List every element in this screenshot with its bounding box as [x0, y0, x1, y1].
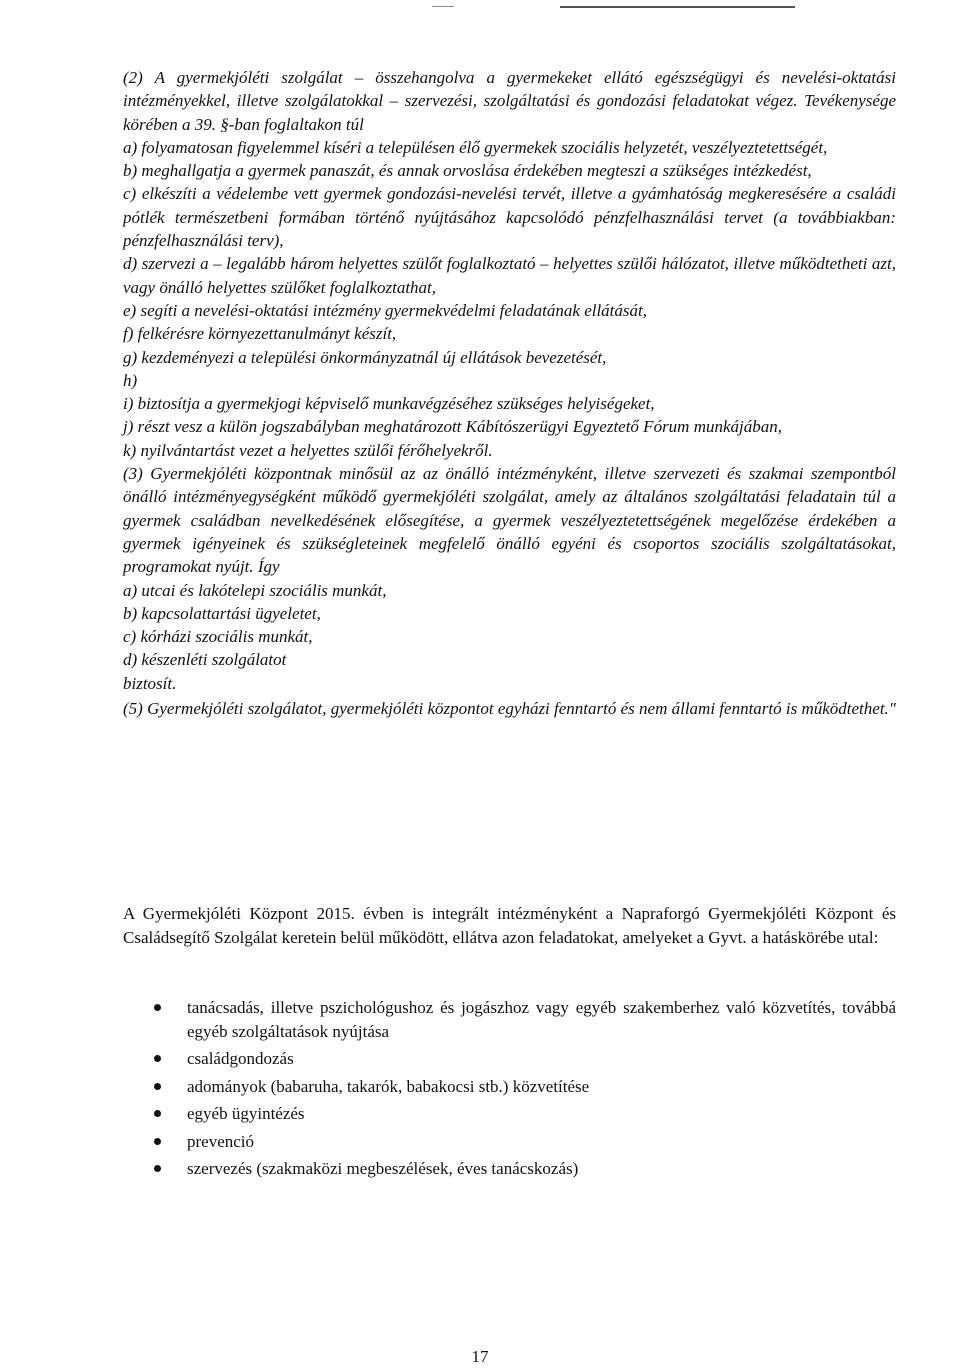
list-item: [123, 1157, 896, 1181]
task-list: [123, 996, 896, 1185]
bullet-icon: [154, 1138, 161, 1145]
scan-mark-line: [560, 6, 795, 8]
quote-paragraph-3: (3) Gyermekjóléti központnak minősül az az önálló intézményként, illetve szervezeti és szakmai szempontból önálló intézményegységként működő gyermekjóléti szolgálat, amely az általános szolgáltatási feladatain túl a gyermek családban nevelkedésének elősegítése, a gyermek veszélyeztetettségének megelőzése érdekében a gyermek igényeinek és szükségleteinek megfelelő önálló egyéni és csoportos szociális szolgáltatásokat, programokat nyújt. Így: [123, 464, 896, 577]
body-paragraph: A Gyermekjóléti Központ 2015. évben is integrált intézményként a Napraforgó Gyermekjóléti Központ és Családsegítő Szolgálat keretein belül működött, ellátva azon feladatokat, amelyeket a Gyvt. a hatáskörébe utal:: [123, 904, 896, 947]
bullet-icon: [154, 1055, 161, 1062]
list-item: [123, 1130, 896, 1154]
quote-paragraph: (2) A gyermekjóléti szolgálat – összehangolva a gyermekeket ellátó egészségügyi és nevelési-oktatási intézményekkel, illetve szolgálatokkal – szervezési, szolgáltatási és gondozási feladatokat végez. Tevékenysége körében a 39. §-ban foglaltakon túl: [123, 68, 896, 134]
quote-item-d: d) szervezi a – legalább három helyettes szülőt foglalkoztató – helyettes szülői hálózatot, illetve működtetheti azt, vagy önálló helyettes szülőket foglalkoztathat,: [123, 254, 896, 297]
scan-mark-dash: [432, 6, 454, 7]
list-item-text: prevenció: [187, 1131, 255, 1151]
quote-item-k: k) nyilvántartást vezet a helyettes szülői férőhelyekről.: [123, 440, 493, 460]
quote-item-b: b) meghallgatja a gyermek panaszát, és annak orvoslása érdekében megteszi a szükséges intézkedést,: [123, 161, 812, 181]
list-item-text: tanácsadás, illetve pszichológushoz és jogászhoz vagy egyéb szakemberhez való közvetítés, továbbá egyéb szolgáltatások nyújtása: [187, 998, 896, 1041]
quote-item-a: a) folyamatosan figyelemmel kíséri a településen élő gyermekek szociális helyzetét, veszélyeztetettségét,: [123, 137, 828, 157]
bullet-icon: [154, 1083, 161, 1090]
list-item: [123, 1102, 896, 1126]
list-item: [123, 1047, 896, 1071]
bullet-icon: [154, 1110, 161, 1117]
quote-item-h: h): [123, 370, 138, 390]
list-item-text: családgondozás: [187, 1049, 294, 1068]
list-item-text: egyéb ügyintézés: [187, 1104, 305, 1123]
quote-item-g: g) kezdeményezi a települési önkormányzatnál új ellátások bevezetését,: [123, 347, 607, 367]
list-item: [123, 1075, 896, 1099]
bullet-icon: [154, 1165, 161, 1172]
quote-item-3c: c) kórházi szociális munkát,: [123, 627, 313, 647]
quote-closing-line: biztosít.: [123, 673, 177, 693]
list-item-text: adományok (babaruha, takarók, babakocsi stb.) közvetítése: [187, 1076, 590, 1096]
quote-item-f: f) felkérésre környezettanulmányt készít,: [123, 324, 397, 344]
quote-item-j: j) részt vesz a külön jogszabályban meghatározott Kábítószerügyi Egyeztető Fórum munkájában,: [123, 417, 783, 437]
quote-item-e: e) segíti a nevelési-oktatási intézmény gyermekvédelmi feladatának ellátását,: [123, 300, 647, 320]
quote-item-3a: a) utcai és lakótelepi szociális munkát,: [123, 580, 387, 600]
quote-paragraph-5: (5) Gyermekjóléti szolgálatot, gyermekjóléti központot egyházi fenntartó és nem állami fenntartó is működtethet.": [123, 699, 896, 719]
quote-item-3b: b) kapcsolattartási ügyeletet,: [123, 603, 321, 623]
quote-item-i: i) biztosítja a gyermekjogi képviselő munkavégzéséhez szükséges helyiségeket,: [123, 394, 655, 414]
quote-item-c: c) elkészíti a védelembe vett gyermek gondozási-nevelési tervét, illetve a gyámhatóság megkeresésére a családi pótlék természetbeni formában történő nyújtásához kapcsolódó pénzfelhasználási tervet (a továbbiakban: pénzfelhasználási terv),: [123, 184, 896, 251]
quote-item-3d: d) készenléti szolgálatot: [123, 650, 287, 670]
list-item-text: szervezés (szakmaközi megbeszélések, éves tanácskozás): [187, 1159, 579, 1178]
bullet-icon: [154, 1004, 161, 1011]
legal-quote-block: [123, 66, 896, 720]
list-item: [123, 996, 896, 1043]
page-number: 17: [471, 1347, 489, 1366]
